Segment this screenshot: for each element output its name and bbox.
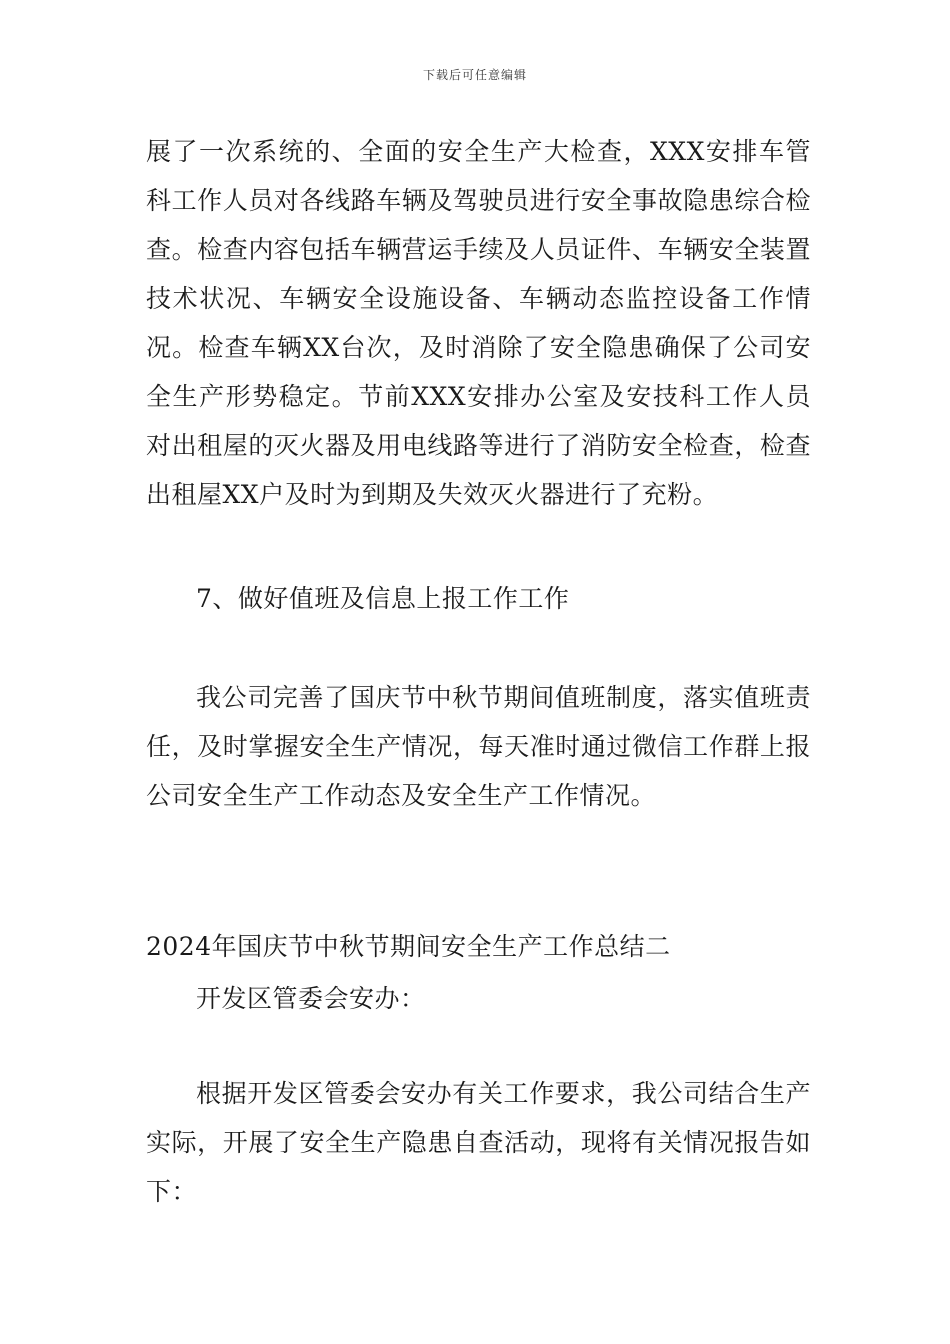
document-title-summary-two: 2024年国庆节中秋节期间安全生产工作总结二 (146, 932, 671, 961)
paragraph-self-inspection: 根据开发区管委会安办有关工作要求，我公司结合生产实际，开展了安全生产隐患自查活动，现将有关情况报告如下： (146, 1079, 811, 1206)
paragraph-safety-inspection: 展了一次系统的、全面的安全生产大检查，XXX安排车管科工作人员对各线路车辆及驾驶员进行安全事故隐患综合检查。检查内容包括车辆营运手续及人员证件、车辆安全装置技术状况、车辆安全设施设备、车辆动态监控设备工作情况。检查车辆XX台次，及时消除了安全隐患确保了公司安全生产形势稳定。节前XXX安排办公室及安技科工作人员对出租屋的灭火器及用电线路等进行了消防安全检查，检查出租屋XX户及时为到期及失效灭火器进行了充粉。 (146, 137, 811, 509)
section-heading-duty: 7、做好值班及信息上报工作工作 (196, 584, 570, 613)
salutation: 开发区管委会安办： (196, 984, 426, 1013)
paragraph-duty-system: 我公司完善了国庆节中秋节期间值班制度，落实值班责任，及时掌握安全生产情况，每天准时通过微信工作群上报公司安全生产工作动态及安全生产工作情况。 (146, 683, 811, 810)
header-note: 下载后可任意编辑 (422, 68, 527, 82)
